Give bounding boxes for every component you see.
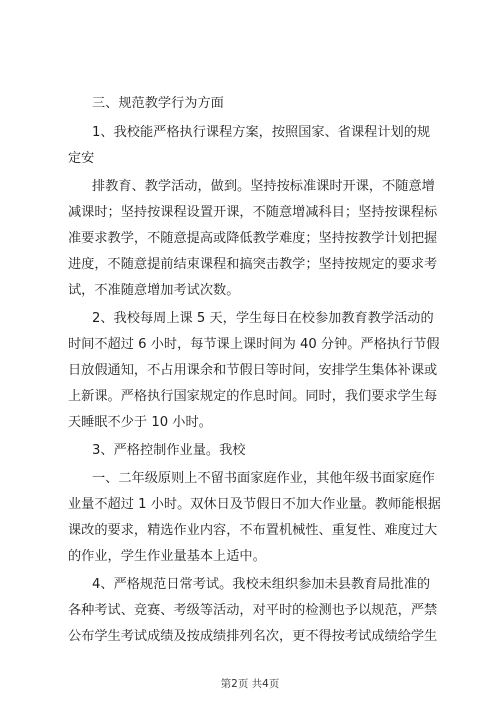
paragraph-line: 进度，不随意提前结束课程和搞突击教学；坚持按规定的要求考 [68,257,438,272]
paragraph-line: 试，不准随意增加考试次数。 [68,283,240,298]
paragraph-line: 4、严格规范日常考试。我校未组织参加未县教育局批准的 [92,577,431,592]
paragraph-line: 课改的要求，精选作业内容，不布置机械性、重复性、难度过大 [68,523,438,538]
paragraph-line: 一、二年级原则上不留书面家庭作业，其他年级书面家庭作 [92,471,435,486]
paragraph-line: 定安 [68,151,95,166]
section-heading: 三、规范教学行为方面 [92,96,224,111]
paragraph-line: 业量不超过 1 小时。双休日及节假日不加大作业量。教师能根据 [68,497,441,512]
paragraph-line: 日放假通知，不占用课余和节假日等时间，安排学生集体补课或 [68,363,438,378]
paragraph-line: 排教育、教学活动，做到。坚持按标准课时开课，不随意增 [92,179,435,194]
paragraph-line: 上新课。严格执行国家规定的作息时间。同时，我们要求学生每 [68,389,438,404]
paragraph-line: 2、我校每周上课 5 天，学生每日在校参加教育教学活动的 [92,311,434,326]
paragraph-line: 公布学生考试成绩及按成绩排列名次，更不得按考试成绩给学生 [68,629,438,644]
paragraph-line: 时间不超过 6 小时，每节课上课时间为 40 分钟。严格执行节假 [68,337,440,352]
paragraph-line: 各种考试、竞赛、考级等活动，对平时的检测也予以规范，严禁 [68,603,438,618]
paragraph-line: 的作业，学生作业量基本上适中。 [68,549,266,564]
paragraph-line: 3、严格控制作业量。我校 [92,443,246,458]
paragraph-line: 减课时；坚持按课程设置开课，不随意增减科目；坚持按课程标 [68,205,438,220]
page-indicator: 第2页 共4页 [220,678,280,690]
paragraph-line: 天睡眠不少于 10 小时。 [68,415,212,430]
paragraph-line: 1、我校能严格执行课程方案，按照国家、省课程计划的规 [92,125,431,140]
paragraph-line: 准要求教学，不随意提高或降低教学难度；坚持按教学计划把握 [68,231,438,246]
